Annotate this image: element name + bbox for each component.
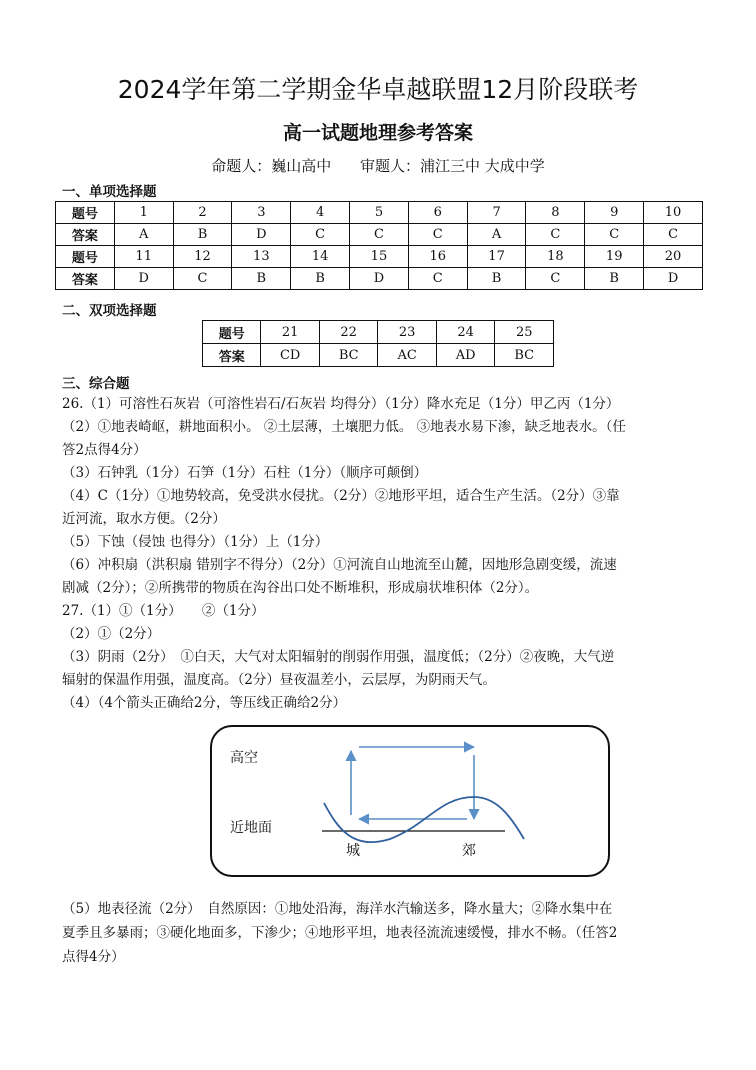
question-number: 18 [526,246,585,268]
row-header: 题号 [203,321,261,344]
city-label: 城 [346,843,360,859]
double-choice-table [202,320,554,367]
answer-cell: C [644,224,703,246]
single-choice-table [55,201,703,290]
answer-line: 近河流，取水方便。（2分） [62,511,226,527]
answer-cell: A [114,224,173,246]
answer-cell: C [526,268,585,290]
row-header: 答案 [56,268,115,290]
table-row [56,224,703,246]
answer-line: （6）冲积扇（洪积扇 错别字不得分）（2分）①河流自山地流至山麓，因地形急剧变缓，流速 [62,557,617,573]
row-header: 题号 [56,246,115,268]
answer-line: （5）地表径流（2分） 自然原因：①地处沿海，海洋水汽输送多，降水量大；②降水集中在 [62,901,613,917]
answer-cell: D [232,224,291,246]
question-number: 25 [495,321,554,344]
answer-cell: A [467,224,526,246]
question-number: 5 [350,202,409,224]
suburb-label: 郊 [462,843,476,859]
answer-cell: D [114,268,173,290]
answer-lines-continued [62,897,702,969]
answer-line: （5）下蚀（侵蚀 也得分）（1分）上（1分） [62,534,329,550]
near-ground-label: 近地面 [230,820,272,836]
question-number: 2 [173,202,232,224]
row-header: 答案 [203,344,261,367]
question-number: 14 [291,246,350,268]
answer-cell: C [173,268,232,290]
answer-cell: B [291,268,350,290]
question-number: 15 [350,246,409,268]
answer-line: （4）C（1分）①地势较高，免受洪水侵扰。（2分）②地形平坦，适合生产生活。（2分）③靠 [62,488,620,504]
question-number: 24 [436,321,495,344]
answer-cell: BC [495,344,554,367]
question-number: 9 [585,202,644,224]
heat-island-circulation-diagram [210,725,610,877]
question-number: 23 [378,321,437,344]
question-number: 11 [114,246,173,268]
authors-line [0,155,756,176]
question-number: 21 [261,321,320,344]
table-row [56,202,703,224]
question-number: 17 [467,246,526,268]
question-number: 22 [319,321,378,344]
table-row [56,268,703,290]
answer-line: 26.（1）可溶性石灰岩（可溶性岩石/石灰岩 均得分）（1分）降水充足（1分）甲乙丙（1分） [62,396,620,412]
answer-cell: C [526,224,585,246]
answer-line: 点得4分） [62,949,125,965]
answer-line: 27.（1）①（1分） ②（1分） [62,603,265,619]
table-row [203,321,554,344]
answer-cell: B [173,224,232,246]
answer-line: 答2点得4分） [62,442,147,458]
section-single-choice: 一、单项选择题 [62,184,157,200]
table-row [56,246,703,268]
answer-cell: C [585,224,644,246]
question-number: 16 [408,246,467,268]
answer-line: （2）①地表崎岖，耕地面积小。 ②土层薄，土壤肥力低。 ③地表水易下渗，缺乏地表水。（任 [62,419,626,435]
question-number: 1 [114,202,173,224]
high-altitude-label: 高空 [230,750,258,766]
answer-cell: B [232,268,291,290]
answer-cell: D [644,268,703,290]
answer-cell: C [291,224,350,246]
answer-line: （3）石钟乳（1分）石笋（1分）石柱（1分）（顺序可颠倒） [62,465,428,481]
row-header: 题号 [56,202,115,224]
answer-cell: C [408,268,467,290]
question-number: 7 [467,202,526,224]
answer-cell: D [350,268,409,290]
answer-line: 夏季且多暴雨；③硬化地面多，下渗少；④地形平坦，地表径流流速缓慢，排水不畅。（任答2 [62,925,618,941]
question-number: 3 [232,202,291,224]
circulation-arrows [351,747,474,819]
answer-lines [62,393,702,715]
answer-line: 剧减（2分）；②所携带的物质在沟谷出口处不断堆积，形成扇状堆积体（2分）。 [62,580,539,596]
question-number: 19 [585,246,644,268]
question-number: 12 [173,246,232,268]
question-number: 8 [526,202,585,224]
answer-cell: CD [261,344,320,367]
question-number: 4 [291,202,350,224]
answer-key-subtitle: 高一试题地理参考答案 [282,122,473,144]
answer-cell: C [350,224,409,246]
section-double-choice: 二、双项选择题 [62,303,157,319]
answer-line: （4）（4个箭头正确给2分，等压线正确给2分） [62,695,347,711]
question-number: 6 [408,202,467,224]
section-comprehensive: 三、综合题 [62,376,130,392]
exam-title: 2024学年第二学期金华卓越联盟12月阶段联考 [117,75,639,104]
answer-cell: AC [378,344,437,367]
answer-cell: B [585,268,644,290]
reviewer-text: 审题人：浦江三中 大成中学 [360,157,545,175]
answer-cell: B [467,268,526,290]
answer-cell: BC [319,344,378,367]
table-row [203,344,554,367]
question-number: 20 [644,246,703,268]
answer-line: （3）阴雨（2分） ①白天，大气对太阳辐射的削弱作用强，温度低；（2分）②夜晚，大气逆 [62,649,615,665]
row-header: 答案 [56,224,115,246]
question-number: 13 [232,246,291,268]
setter-text: 命题人：巍山高中 [211,157,332,175]
answer-line: 辐射的保温作用强，温度高。（2分）昼夜温差小，云层厚，为阴雨天气。 [62,672,496,688]
circulation-svg [212,727,608,875]
question-number: 10 [644,202,703,224]
answer-cell: C [408,224,467,246]
answer-line: （2）①（2分） [62,626,161,642]
isobar-curve [324,797,524,842]
answer-cell: AD [436,344,495,367]
